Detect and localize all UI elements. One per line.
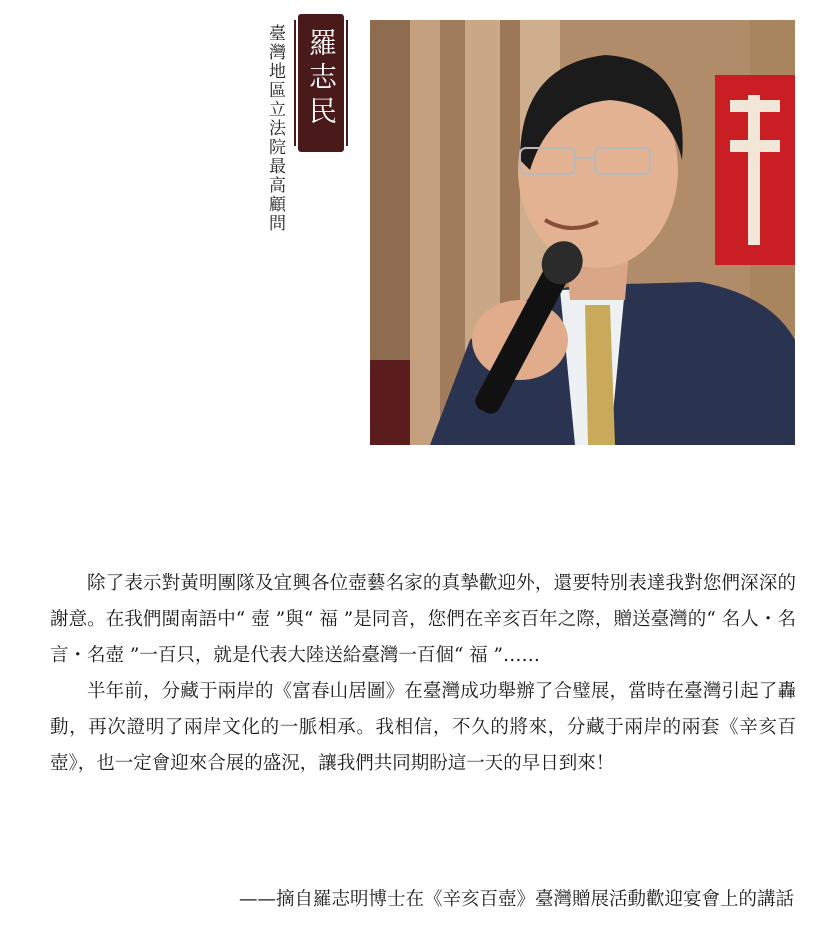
portrait-illustration — [370, 20, 795, 445]
article-body — [50, 566, 796, 782]
citation: ——摘自羅志明博士在《辛亥百壺》臺灣贈展活動歡迎宴會上的講話 — [238, 889, 794, 910]
portrait-photo — [370, 20, 795, 445]
name-seal — [298, 14, 344, 152]
person-name: 羅志民 — [305, 28, 338, 130]
paragraph-1: 除了表示對黃明團隊及宜興各位壺藝名家的真摯歡迎外，還要特別表達我對您們深深的謝意。在我們閩南語中“ 壺 ”與“ 福 ”是同音，您們在辛亥百年之際，贈送臺灣的“ 名人・名言・名壺 ”一百只，就是代表大陸送給臺灣一百個“ 福 ”…… — [50, 573, 796, 666]
person-title: 臺灣地區立法院最高顧問 — [265, 24, 285, 233]
paragraph-2: 半年前，分藏于兩岸的《富春山居圖》在臺灣成功舉辦了合璧展，當時在臺灣引起了轟動，再次證明了兩岸文化的一脈相承。我相信，不久的將來，分藏于兩岸的兩套《辛亥百壺》，也一定會迎來合展的盛況，讓我們共同期盼這一天的早日到來！ — [50, 681, 796, 774]
